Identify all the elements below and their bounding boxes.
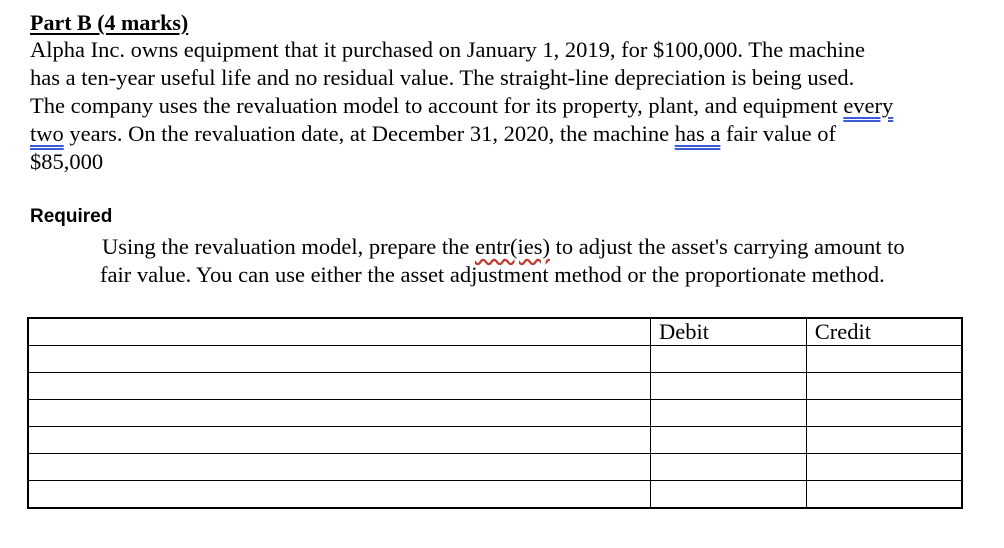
account-cell[interactable] [28, 400, 650, 427]
account-cell[interactable] [28, 481, 650, 509]
table-row [28, 427, 962, 454]
problem-line-3-text: The company uses the revaluation model to account for its property, plant, and equipment [30, 93, 844, 118]
problem-line-4 [30, 120, 990, 148]
problem-line-1: Alpha Inc. owns equipment that it purchased on January 1, 2019, for $100,000. The machine [30, 37, 866, 62]
credit-cell[interactable] [806, 481, 962, 509]
double-underline-has-a: has a [674, 121, 721, 146]
credit-cell[interactable] [806, 427, 962, 454]
problem-line-3 [30, 92, 990, 120]
table-row [28, 454, 962, 481]
table-row [28, 346, 962, 373]
required-label: Required [30, 206, 113, 227]
credit-cell[interactable] [806, 373, 962, 400]
instruction-line-1 [102, 233, 905, 261]
account-cell[interactable] [28, 346, 650, 373]
instruction-line-1-end: to adjust the asset's carrying amount to [549, 234, 905, 259]
debit-cell[interactable] [650, 454, 806, 481]
double-underline-two: two [30, 121, 64, 146]
instructions [102, 233, 905, 289]
debit-cell[interactable] [650, 427, 806, 454]
instruction-line-2: fair value. You can use either the asset adjustment method or the proportionate method. [100, 262, 885, 287]
header-credit[interactable]: Credit [806, 318, 962, 346]
header-account[interactable] [28, 318, 650, 346]
credit-cell[interactable] [806, 454, 962, 481]
spellcheck-entries: entr(ies) [475, 234, 550, 259]
table-row [28, 373, 962, 400]
account-cell[interactable] [28, 454, 650, 481]
journal-entry-table [27, 317, 963, 509]
credit-cell[interactable] [806, 346, 962, 373]
account-cell[interactable] [28, 373, 650, 400]
part-heading: Part B (4 marks) [30, 10, 189, 35]
problem-line-4-end: fair value of [720, 121, 836, 146]
double-underline-every: every [843, 93, 894, 118]
problem-text [30, 36, 990, 176]
problem-line-5: $85,000 [30, 149, 104, 174]
problem-line-2: has a ten-year useful life and no residual value. The straight-line depreciation is being used. [30, 65, 855, 90]
debit-cell[interactable] [650, 481, 806, 509]
credit-cell[interactable] [806, 400, 962, 427]
table-row [28, 400, 962, 427]
table-row [28, 481, 962, 509]
instruction-line-1-start: Using the revaluation model, prepare the [102, 234, 475, 259]
account-cell[interactable] [28, 427, 650, 454]
debit-cell[interactable] [650, 373, 806, 400]
debit-cell[interactable] [650, 400, 806, 427]
debit-cell[interactable] [650, 346, 806, 373]
header-debit[interactable]: Debit [650, 318, 806, 346]
problem-line-4-text: years. On the revaluation date, at December 31, 2020, the machine [63, 121, 675, 146]
table-header-row [28, 318, 962, 346]
